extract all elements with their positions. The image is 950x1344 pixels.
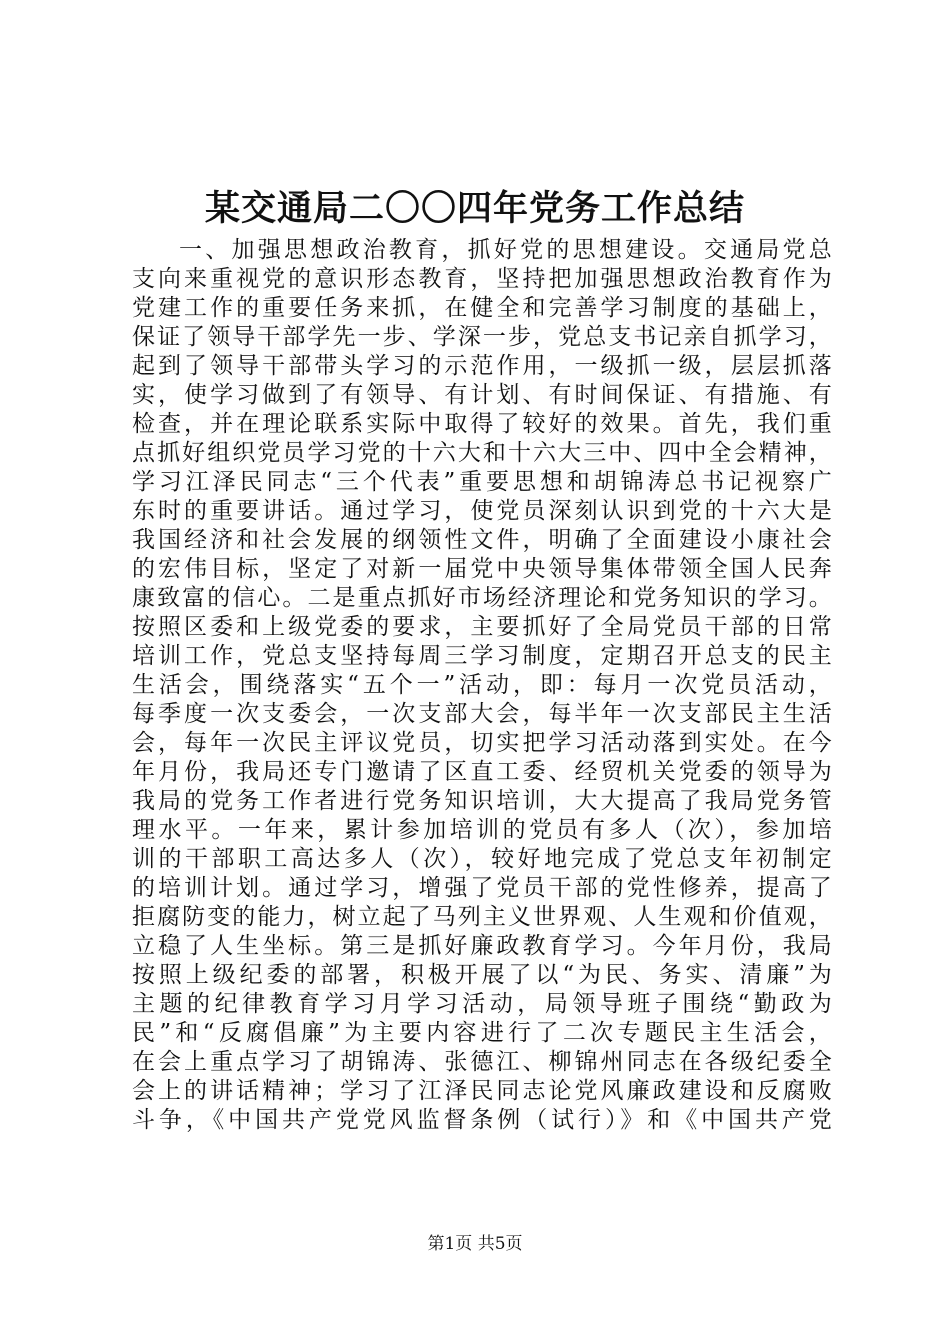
- body-line: 起到了领导干部带头学习的示范作用，一级抓一级，层层抓落: [132, 353, 832, 379]
- body-line: 民”和“反腐倡廉”为主要内容进行了二次专题民主生活会，: [132, 1020, 832, 1046]
- body-line: 的培训计划。通过学习，增强了党员干部的党性修养，提高了: [132, 875, 832, 901]
- body-line: 检查，并在理论联系实际中取得了较好的效果。首先，我们重: [132, 411, 832, 437]
- body-line: 一、加强思想政治教育，抓好党的思想建设。交通局党总: [179, 237, 832, 263]
- body-line: 实，使学习做到了有领导、有计划、有时间保证、有措施、有: [132, 382, 832, 408]
- page-title: 某交通局二〇〇四年党务工作总结: [204, 188, 745, 229]
- body-line: 我国经济和社会发展的纲领性文件，明确了全面建设小康社会: [132, 527, 832, 553]
- body-line: 在会上重点学习了胡锦涛、张德江、柳锦州同志在各级纪委全: [132, 1049, 832, 1075]
- body-line: 支向来重视党的意识形态教育，坚持把加强思想政治教育作为: [132, 266, 832, 292]
- body-line: 按照区委和上级党委的要求，主要抓好了全局党员干部的日常: [132, 614, 832, 640]
- body-line: 会上的讲话精神；学习了江泽民同志论党风廉政建设和反腐败: [132, 1078, 832, 1104]
- body-line: 点抓好组织党员学习党的十六大和十六大三中、四中全会精神，: [132, 440, 832, 466]
- body-line: 学习江泽民同志“三个代表”重要思想和胡锦涛总书记视察广: [132, 469, 832, 495]
- body-line: 康致富的信心。二是重点抓好市场经济理论和党务知识的学习。: [132, 585, 832, 611]
- body-text: [132, 236, 832, 1135]
- page-footer: 第1页 共5页: [427, 1234, 523, 1254]
- body-line: 培训工作，党总支坚持每周三学习制度，定期召开总支的民主: [132, 643, 832, 669]
- body-line: 保证了领导干部学先一步、学深一步，党总支书记亲自抓学习，: [132, 324, 832, 350]
- body-line: 斗争，《中国共产党党风监督条例（试行）》和《中国共产党: [132, 1107, 832, 1133]
- body-line: 理水平。一年来，累计参加培训的党员有多人（次），参加培: [132, 817, 832, 843]
- body-line: 拒腐防变的能力，树立起了马列主义世界观、人生观和价值观，: [132, 904, 832, 930]
- body-line: 训的干部职工高达多人（次），较好地完成了党总支年初制定: [132, 846, 832, 872]
- body-line: 我局的党务工作者进行党务知识培训，大大提高了我局党务管: [132, 788, 832, 814]
- body-line: 每季度一次支委会，一次支部大会，每半年一次支部民主生活: [132, 701, 832, 727]
- body-line: 主题的纪律教育学习月学习活动，局领导班子围绕“勤政为: [132, 991, 832, 1017]
- body-line: 东时的重要讲话。通过学习，使党员深刻认识到党的十六大是: [132, 498, 832, 524]
- body-line: 会，每年一次民主评议党员，切实把学习活动落到实处。在今: [132, 730, 832, 756]
- body-line: 立稳了人生坐标。第三是抓好廉政教育学习。今年月份，我局: [132, 933, 832, 959]
- body-line: 的宏伟目标，坚定了对新一届党中央领导集体带领全国人民奔: [132, 556, 832, 582]
- body-line: 生活会，围绕落实“五个一”活动，即：每月一次党员活动，: [132, 672, 832, 698]
- body-line: 年月份，我局还专门邀请了区直工委、经贸机关党委的领导为: [132, 759, 832, 785]
- body-line: 按照上级纪委的部署，积极开展了以“为民、务实、清廉”为: [132, 962, 832, 988]
- body-line: 党建工作的重要任务来抓，在健全和完善学习制度的基础上，: [132, 295, 832, 321]
